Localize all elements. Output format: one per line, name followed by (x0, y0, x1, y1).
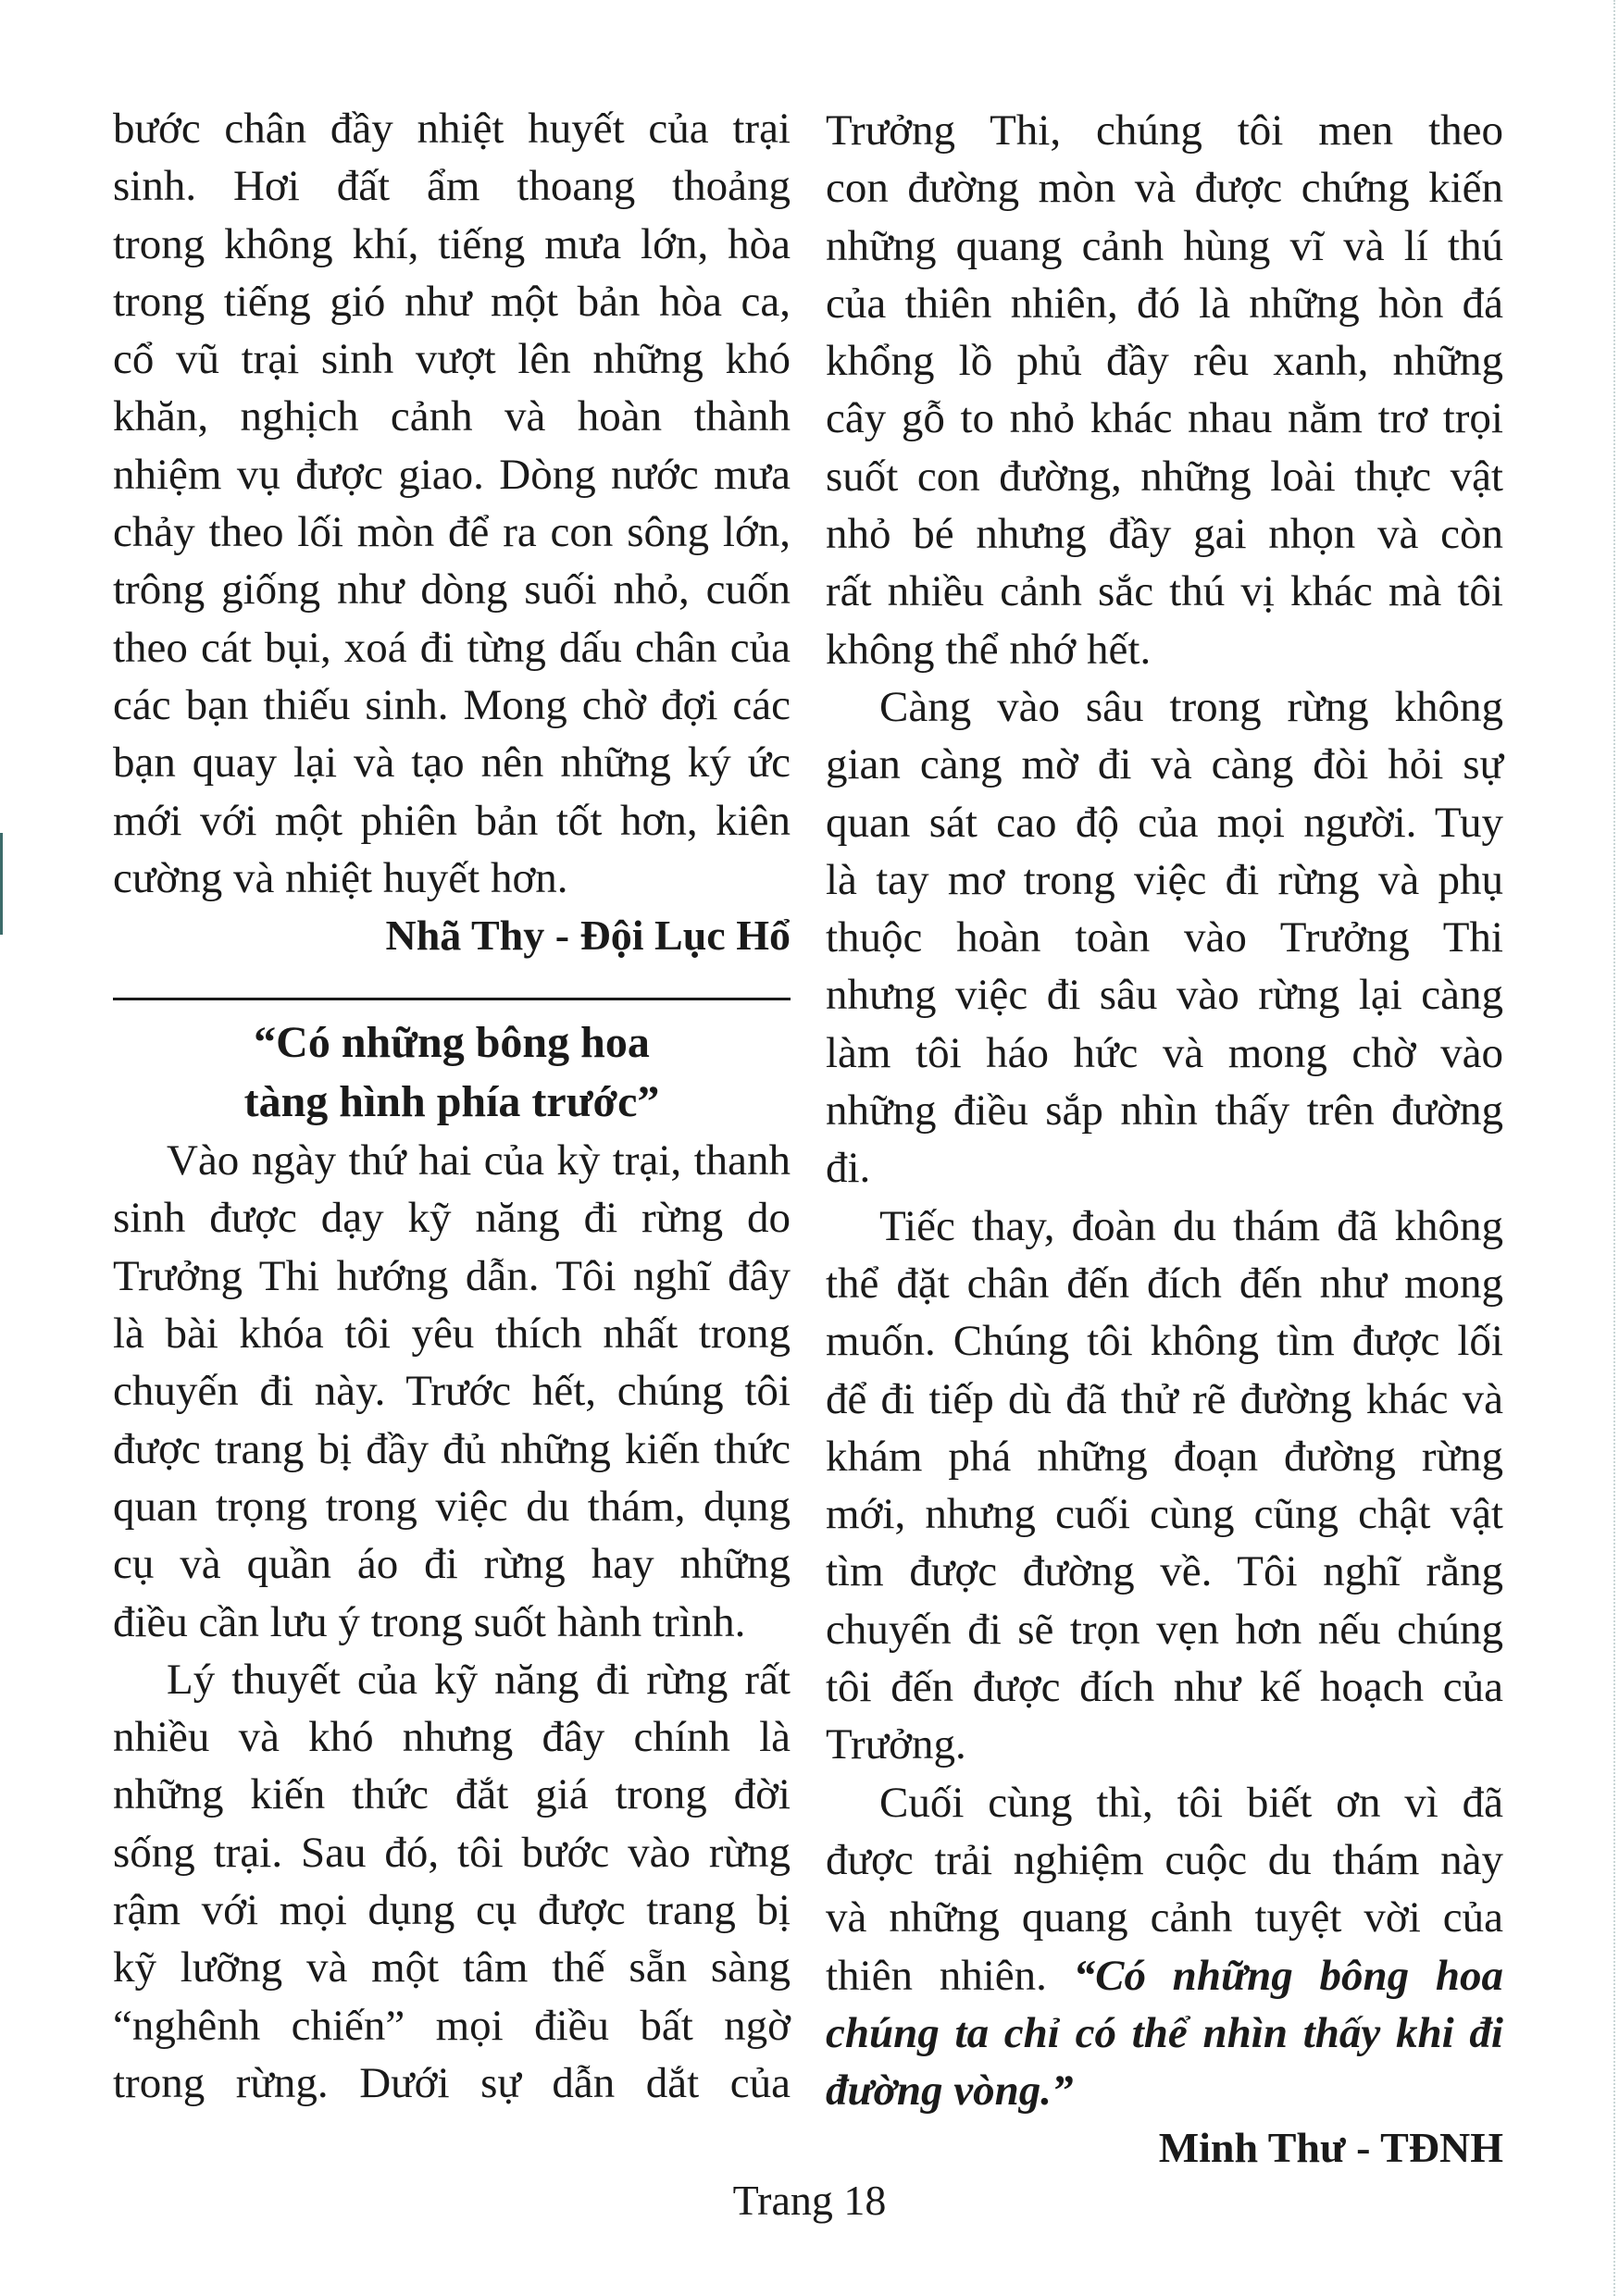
text-line: Trưởng. (826, 1720, 966, 1769)
text-line: được trang bị đầy đủ những kiến thức (113, 1424, 791, 1473)
article-paragraph-6 (826, 1774, 1503, 2120)
text-line: trong rừng. Dưới sự dẫn dắt của (113, 2058, 791, 2107)
text-line: các bạn thiếu sinh. Mong chờ đợi các (113, 680, 791, 729)
text-line: là bài khóa tôi yêu thích nhất trong (113, 1309, 791, 1359)
text-line: tìm được đường về. Tôi nghĩ rằng (826, 1547, 1503, 1596)
text-line: mới với một phiên bản tốt hơn, kiên (113, 796, 791, 845)
text-line: bạn quay lại và tạo nên những ký ức (113, 738, 791, 788)
text-line: được trải nghiệm cuộc du thám này (826, 1835, 1503, 1884)
text-line: đi. (826, 1144, 871, 1193)
text-line: là tay mơ trong việc đi rừng và phụ (826, 855, 1503, 904)
text-line: những kiến thức đắt giá trong đời (113, 1770, 791, 1819)
text-line: cổ vũ trại sinh vượt lên những khó (113, 335, 791, 384)
text-line: gian càng mờ đi và càng đòi hỏi sự (826, 740, 1503, 789)
text-line: sinh. Hơi đất ẩm thoang thoảng (113, 162, 791, 211)
text-line: Cuối cùng thì, tôi biết ơn vì đã (879, 1778, 1503, 1827)
text-line: chuyến đi sẽ trọn vẹn hơn nếu chúng (826, 1605, 1503, 1654)
text-line: thuộc hoàn toàn vào Trưởng Thi (826, 913, 1503, 962)
text-line: rậm với mọi dụng cụ được trang bị (113, 1886, 791, 1935)
text-line: Trưởng Thi hướng dẫn. Tôi nghĩ đây (113, 1251, 791, 1300)
text-line: trông giống như dòng suối nhỏ, cuốn (113, 565, 791, 614)
text-line: trong không khí, tiếng mưa lớn, hòa (113, 219, 791, 268)
right-column (826, 102, 1503, 2177)
author-byline: Minh Thư - TĐNH (1158, 2124, 1503, 2172)
text-line: cường và nhiệt huyết hơn. (113, 853, 568, 902)
text-line: không thể nhớ hết. (826, 625, 1152, 674)
text-line: khám phá những đoạn đường rừng (826, 1432, 1503, 1481)
author-byline: Nhã Thy - Đội Lục Hổ (385, 912, 791, 960)
text-line: chảy theo lối mòn để ra con sông lớn, (113, 508, 791, 557)
text-line: nhiệm vụ được giao. Dòng nước mưa (113, 450, 791, 499)
text-line: Lý thuyết của kỹ năng đi rừng rất (167, 1655, 791, 1704)
article-paragraph-1 (113, 1132, 791, 1651)
text-line: tôi đến được đích như kế hoạch của (826, 1663, 1503, 1712)
text-line: “nghênh chiến” mọi điều bất ngờ (113, 2001, 791, 2050)
text-line: sinh được dạy kỹ năng đi rừng do (113, 1194, 791, 1243)
text-line: nhỏ bé nhưng đầy gai nhọn và còn (826, 510, 1503, 559)
text-line: để đi tiếp dù đã thử rẽ đường khác và (826, 1374, 1503, 1423)
text-line: điều cần lưu ý trong suốt hành trình. (113, 1597, 746, 1646)
text-line: Trưởng Thi, chúng tôi men theo (826, 106, 1503, 155)
article-paragraph-4 (826, 678, 1503, 1198)
article-paragraph-5 (826, 1198, 1503, 1774)
article-title-line-2: tàng hình phía trước” (243, 1077, 660, 1127)
text-line: thể đặt chân đến đích đến như mong (826, 1259, 1503, 1308)
text-line: khăn, nghịch cảnh và hoàn thành (113, 392, 791, 441)
text-line: những điều sắp nhìn thấy trên đường (826, 1086, 1503, 1136)
text-line: nhưng việc đi sâu vào rừng lại càng (826, 971, 1503, 1020)
text-fragment: thiên nhiên. (826, 1951, 1074, 2000)
text-line: nhiều và khó nhưng đây chính là (113, 1713, 791, 1762)
text-line: chuyến đi này. Trước hết, chúng tôi (113, 1367, 791, 1416)
text-line: làm tôi háo hức và mong chờ vào (826, 1028, 1503, 1077)
page-number: Trang 18 (732, 2177, 887, 2224)
text-line: kỹ lưỡng và một tâm thế sẵn sàng (113, 1943, 791, 1992)
text-line: bước chân đầy nhiệt huyết của trại (113, 105, 791, 153)
text-line: của thiên nhiên, đó là những hòn đá (826, 279, 1503, 328)
text-line: những quang cảnh hùng vĩ và lí thú (826, 221, 1503, 270)
closing-quote-line: chúng ta chỉ có thể nhìn thấy khi đi (826, 2008, 1503, 2057)
text-line: Vào ngày thứ hai của kỳ trại, thanh (167, 1136, 791, 1185)
closing-quote-line: đường vòng.” (826, 2066, 1074, 2116)
left-intro-paragraph (113, 100, 791, 907)
left-column (113, 100, 791, 2112)
text-line: Tiếc thay, đoàn du thám đã không (879, 1201, 1503, 1250)
page-edge-mark (0, 833, 3, 935)
text-line: suốt con đường, những loài thực vật (826, 452, 1503, 501)
text-line: cây gỗ to nhỏ khác nhau nằm trơ trọi (826, 394, 1503, 443)
text-line (826, 1947, 1503, 2004)
text-line: cụ và quần áo đi rừng hay những (113, 1540, 791, 1589)
text-line: muốn. Chúng tôi không tìm được lối (826, 1317, 1503, 1366)
text-line: mới, nhưng cuối cùng cũng chật vật (826, 1490, 1503, 1539)
text-line: rất nhiều cảnh sắc thú vị khác mà tôi (826, 567, 1503, 616)
text-line: con đường mòn và được chứng kiến (826, 164, 1503, 213)
text-line: quan trọng trong việc du thám, dụng (113, 1482, 791, 1531)
text-line: và những quang cảnh tuyệt vời của (826, 1893, 1503, 1942)
closing-quote-start: “Có những bông hoa (1073, 1951, 1503, 2000)
page-edge-dots (1613, 0, 1615, 2296)
text-line: trong tiếng gió như một bản hòa ca, (113, 277, 791, 326)
text-line: khổng lồ phủ đầy rêu xanh, những (826, 337, 1503, 386)
text-line: sống trại. Sau đó, tôi bước vào rừng (113, 1828, 791, 1877)
article-paragraph-2 (113, 1651, 791, 2112)
text-line: quan sát cao độ của mọi người. Tuy (826, 798, 1503, 847)
section-divider (113, 998, 791, 1000)
article-title-line-1: “Có những bông hoa (254, 1018, 650, 1068)
text-line: theo cát bụi, xoá đi từng dấu chân của (113, 623, 791, 672)
text-line: Càng vào sâu trong rừng không (879, 682, 1503, 731)
article-paragraph-3 (826, 102, 1503, 678)
